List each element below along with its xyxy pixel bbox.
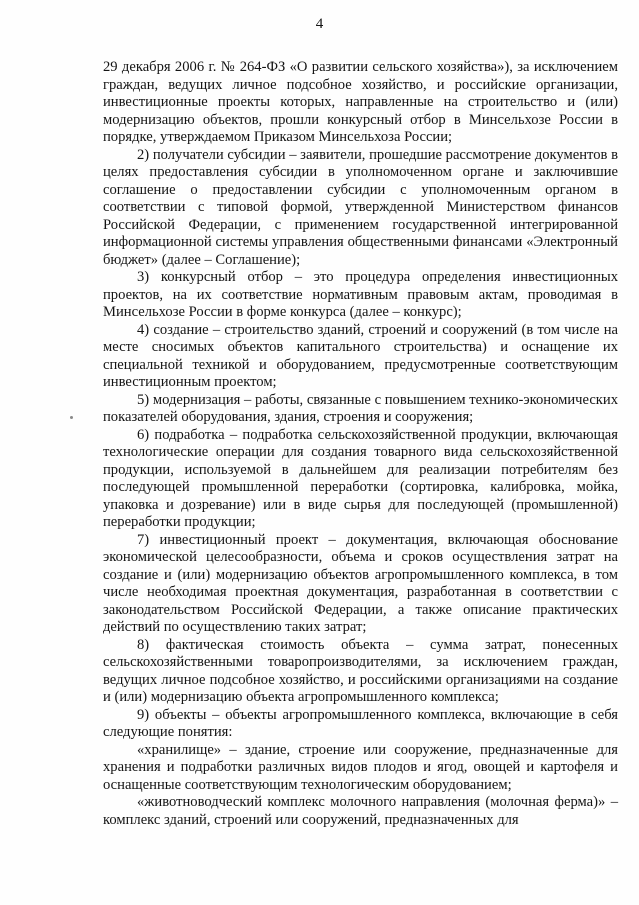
paragraph-continuation: 29 декабря 2006 г. № 264-ФЗ «О развитии сельского хозяйства»), за исключением граждан, ведущих личное подсобное хозяйство, и российские организации, инвестиционные проекты которых, направленные на строительство и (или) модернизацию объектов, прошли конкурсный отбор в Минсельхозе России в порядке, утверждаемом Приказом Минсельхоза России; bbox=[103, 59, 618, 145]
paragraph-item-6: 6) подработка – подработка сельскохозяйственной продукции, включающая технологические операции для создания товарного вида сельскохозяйственной продукции, используемой в дальнейшем для реализации потребителям без последующей промышленной переработки (сортировка, калибровка, мойка, упаковка и дозревание) или в виде сырья для последующей (промышленной) переработки продукции; bbox=[103, 426, 618, 530]
paragraph-item-4: 4) создание – строительство зданий, строений и сооружений (в том числе на месте сносимых объектов капитального строительства) и оснащение их специальной техникой и оборудованием, предусмотренные соответствующим инвестиционным проектом; bbox=[103, 321, 618, 390]
paragraph-item-8: 8) фактическая стоимость объекта – сумма затрат, понесенных сельскохозяйственными товаропроизводителями, за исключением граждан, ведущих личное подсобное хозяйство, и российскими организациями на создание и (или) модернизацию объекта агропромышленного комплекса; bbox=[103, 636, 618, 705]
paragraph-dairy-farm-definition: «животноводческий комплекс молочного направления (молочная ферма)» – комплекс зданий, строений или сооружений, предназначенных для bbox=[103, 794, 618, 828]
document-body bbox=[103, 59, 618, 829]
page-number: 4 bbox=[315, 16, 324, 32]
paragraph-item-3: 3) конкурсный отбор – это процедура определения инвестиционных проектов, на их соответствие нормативным правовым актам, проводимая в Минсельхозе России в форме конкурса (далее – конкурс); bbox=[103, 269, 618, 320]
paragraph-item-7: 7) инвестиционный проект – документация, включающая обоснование экономической целесообразности, объема и сроков осуществления затрат на создание и (или) модернизацию объектов агропромышленного комплекса, в том числе необходимая проектная документация, разработанная в соответствии с законодательством Российской Федерации, а также описание практических действий по осуществлению таких затрат; bbox=[103, 531, 618, 635]
paragraph-item-5: 5) модернизация – работы, связанные с повышением технико-экономических показателей оборудования, здания, строения и сооружения; bbox=[103, 391, 618, 425]
paragraph-item-9: 9) объекты – объекты агропромышленного комплекса, включающие в себя следующие понятия: bbox=[103, 706, 618, 740]
margin-mark bbox=[70, 416, 73, 419]
paragraph-storage-definition: «хранилище» – здание, строение или сооружение, предназначенные для хранения и подработки различных видов плодов и ягод, овощей и картофеля и оснащенные соответствующим технологическим оборудованием; bbox=[103, 741, 618, 793]
paragraph-item-2: 2) получатели субсидии – заявители, прошедшие рассмотрение документов в целях предоставления субсидии в уполномоченном органе и заключившие соглашение о предоставлении субсидии с уполномоченным органом в соответствии с типовой формой, утвержденной Министерством финансов Российской Федерации, с применением государственной интегрированной информационной системы управления общественными финансами «Электронный бюджет» (далее – Соглашение); bbox=[103, 146, 618, 268]
